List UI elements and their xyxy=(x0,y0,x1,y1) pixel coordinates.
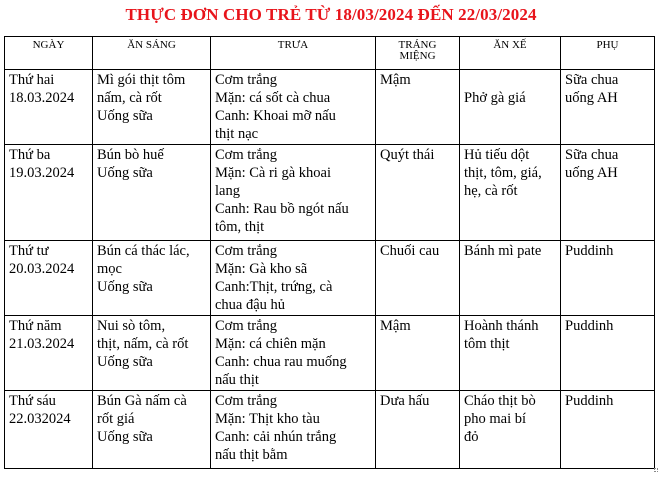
cell-extra-line: uống AH xyxy=(565,90,618,106)
cell-dessert-line: Chuối cau xyxy=(380,243,440,259)
cell-breakfast xyxy=(93,391,211,469)
cell-lunch xyxy=(211,241,376,316)
cell-breakfast-line: Bún bò huế xyxy=(97,147,164,163)
cell-lunch-line: thịt nạc xyxy=(215,126,259,142)
table-body xyxy=(5,70,655,469)
cell-breakfast xyxy=(93,316,211,391)
cell-day-line: 22.032024 xyxy=(9,411,71,427)
cell-lunch-line: Cơm trắng xyxy=(215,72,278,88)
cell-day-line: Thứ tư xyxy=(9,243,49,259)
cell-snack xyxy=(460,145,561,241)
cell-lunch-line: Canh: Khoai mỡ nấu xyxy=(215,108,336,124)
cell-snack-line: đỏ xyxy=(464,429,479,445)
cell-breakfast-line: Mì gói thịt tôm xyxy=(97,72,186,88)
cell-breakfast-line: nấm, cà rốt xyxy=(97,90,162,106)
cell-breakfast-line: Uống sữa xyxy=(97,279,153,295)
cell-breakfast-line: Uống sữa xyxy=(97,108,153,124)
cell-snack-line: tôm thịt xyxy=(464,336,510,352)
cell-snack-line: hẹ, cà rốt xyxy=(464,183,518,199)
cell-dessert-line: Dưa hấu xyxy=(380,393,430,409)
cell-lunch-line: Mặn: Cà ri gà khoai xyxy=(215,165,331,181)
table-resize-handle[interactable] xyxy=(654,468,658,472)
header-snack: ĂN XẾ xyxy=(460,37,561,70)
header-extra: PHỤ xyxy=(561,37,655,70)
cell-day-line: 21.03.2024 xyxy=(9,336,75,352)
cell-day xyxy=(5,241,93,316)
cell-snack-line: Cháo thịt bò xyxy=(464,393,536,409)
cell-breakfast-line: rốt giá xyxy=(97,411,135,427)
table-row xyxy=(5,391,655,469)
cell-extra-line: Sữa chua xyxy=(565,147,619,163)
cell-breakfast-line: Uống sữa xyxy=(97,354,153,370)
cell-extra-line: Sữa chua xyxy=(565,72,619,88)
cell-extra-line: Puddinh xyxy=(565,243,614,259)
cell-day xyxy=(5,316,93,391)
table-row xyxy=(5,145,655,241)
cell-lunch-line: Canh: chua rau muống xyxy=(215,354,347,370)
cell-snack xyxy=(460,241,561,316)
cell-breakfast-line: mọc xyxy=(97,261,122,277)
cell-snack xyxy=(460,391,561,469)
cell-lunch xyxy=(211,70,376,145)
cell-day-line: 19.03.2024 xyxy=(9,165,75,181)
cell-lunch xyxy=(211,145,376,241)
cell-lunch-line: tôm, thịt xyxy=(215,219,265,235)
cell-snack xyxy=(460,70,561,145)
cell-lunch-line: Mặn: cá chiên mặn xyxy=(215,336,326,352)
cell-dessert-line: Mậm xyxy=(380,72,411,88)
cell-extra-line: Puddinh xyxy=(565,318,614,334)
cell-dessert-line: Quýt thái xyxy=(380,147,435,163)
cell-snack-line: pho mai bí xyxy=(464,411,527,427)
cell-dessert xyxy=(376,70,460,145)
table-header-row xyxy=(5,37,655,70)
cell-lunch-line: Mặn: Gà kho sã xyxy=(215,261,308,277)
cell-breakfast-line: Bún cá thác lác, xyxy=(97,243,190,259)
cell-snack xyxy=(460,316,561,391)
cell-snack-line: Hủ tiếu dột xyxy=(464,147,530,163)
cell-day-line: Thứ sáu xyxy=(9,393,56,409)
cell-lunch xyxy=(211,391,376,469)
cell-lunch xyxy=(211,316,376,391)
cell-snack-line: Hoành thánh xyxy=(464,318,539,334)
table-row xyxy=(5,241,655,316)
cell-lunch-line: Cơm trắng xyxy=(215,243,278,259)
cell-snack-line xyxy=(464,71,556,89)
cell-breakfast-line: Uống sữa xyxy=(97,429,153,445)
cell-breakfast-line: Uống sữa xyxy=(97,165,153,181)
cell-day xyxy=(5,70,93,145)
cell-dessert xyxy=(376,316,460,391)
weekly-menu-table xyxy=(4,36,655,469)
cell-extra xyxy=(561,70,655,145)
cell-lunch-line: lang xyxy=(215,183,240,199)
cell-extra xyxy=(561,316,655,391)
cell-breakfast-line: Bún Gà nấm cà xyxy=(97,393,187,409)
cell-dessert-line: Mậm xyxy=(380,318,411,334)
cell-breakfast xyxy=(93,241,211,316)
cell-snack-line: thịt, tôm, giá, xyxy=(464,165,542,181)
cell-lunch-line: nấu thịt xyxy=(215,372,259,388)
cell-lunch-line: Mặn: cá sốt cà chua xyxy=(215,90,331,106)
cell-extra-line: Puddinh xyxy=(565,393,614,409)
cell-lunch-line: Canh: cải nhún trắng xyxy=(215,429,337,445)
table-row xyxy=(5,316,655,391)
cell-dessert xyxy=(376,391,460,469)
cell-breakfast-line: thịt, nấm, cà rốt xyxy=(97,336,189,352)
header-lunch: TRƯA xyxy=(211,37,376,70)
cell-day xyxy=(5,145,93,241)
cell-lunch-line: nấu thịt bằm xyxy=(215,447,288,463)
cell-lunch-line: Canh: Rau bồ ngót nấu xyxy=(215,201,349,217)
cell-day xyxy=(5,391,93,469)
cell-lunch-line: Cơm trắng xyxy=(215,393,278,409)
cell-day-line: Thứ ba xyxy=(9,147,51,163)
cell-day-line: Thứ hai xyxy=(9,72,55,88)
cell-snack-line: Phở gà giá xyxy=(464,90,526,106)
header-day: NGÀY xyxy=(5,37,93,70)
cell-lunch-line: Cơm trắng xyxy=(215,318,278,334)
cell-extra xyxy=(561,241,655,316)
cell-day-line: 18.03.2024 xyxy=(9,90,75,106)
cell-lunch-line: chua đậu hủ xyxy=(215,297,286,313)
menu-title: THỰC ĐƠN CHO TRẺ TỪ 18/03/2024 ĐẾN 22/03/2024 xyxy=(125,5,537,24)
cell-breakfast xyxy=(93,145,211,241)
cell-dessert xyxy=(376,241,460,316)
cell-lunch-line: Mặn: Thịt kho tàu xyxy=(215,411,320,427)
cell-breakfast-line: Nui sò tôm, xyxy=(97,318,166,334)
cell-extra xyxy=(561,391,655,469)
header-dessert: TRÁNG MIỆNG xyxy=(376,37,460,70)
header-breakfast: ĂN SÁNG xyxy=(93,37,211,70)
cell-breakfast xyxy=(93,70,211,145)
cell-day-line: 20.03.2024 xyxy=(9,261,75,277)
cell-lunch-line: Cơm trắng xyxy=(215,147,278,163)
cell-snack-line: Bánh mì pate xyxy=(464,243,542,259)
cell-day-line: Thứ năm xyxy=(9,318,62,334)
cell-extra xyxy=(561,145,655,241)
cell-lunch-line: Canh:Thịt, trứng, cà xyxy=(215,279,333,295)
cell-extra-line: uống AH xyxy=(565,165,618,181)
table-row xyxy=(5,70,655,145)
cell-dessert xyxy=(376,145,460,241)
